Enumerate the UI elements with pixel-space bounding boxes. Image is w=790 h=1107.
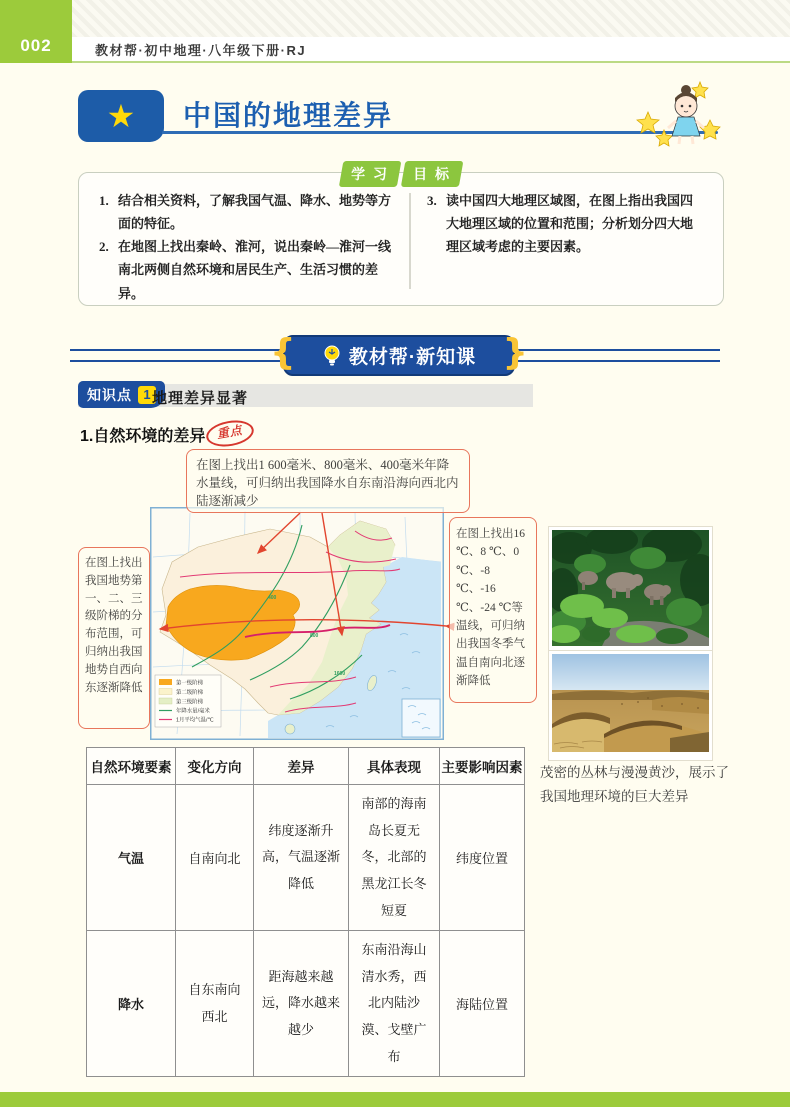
callout-terrain: 在图上找出我国地势第一、二、三级阶梯的分布范围，可归纳出我国地势自西向东逐渐降低 [78, 547, 150, 729]
map-legend [155, 675, 221, 727]
col-header-direction: 变化方向 [176, 748, 254, 785]
china-map [150, 507, 444, 740]
svg-text:400: 400 [268, 595, 277, 601]
svg-text:800: 800 [310, 633, 319, 639]
header-underline [72, 61, 790, 63]
knowledge-point-badge: 知识点 1 [78, 381, 165, 408]
svg-text:1月平均气温/℃: 1月平均气温/℃ [176, 717, 214, 724]
knowledge-point-title: 地理差异显著 [152, 390, 249, 407]
objectives-badge [341, 161, 461, 187]
svg-text:第一级阶梯: 第一级阶梯 [176, 680, 203, 687]
col-header-element: 自然环境要素 [87, 748, 176, 785]
table-row-temperature: 气温 自南向北 纬度逐渐升高，气温逐渐降低 南部的海南岛长夏无冬，北部的黑龙江长冬短夏 纬度位置 [87, 785, 525, 931]
nature-difference-table [86, 747, 525, 1077]
svg-text:年降水量/毫米: 年降水量/毫米 [176, 708, 210, 715]
col-header-difference: 差异 [254, 748, 349, 785]
svg-text:第二级阶梯: 第二级阶梯 [176, 690, 203, 696]
brace-left-icon: { [270, 332, 296, 373]
footer-bar [0, 1092, 790, 1107]
lightbulb-icon [322, 344, 342, 368]
subsection-title: 1.自然环境的差异 [80, 428, 206, 445]
table-row-precipitation: 降水 自东南向西北 距海越来越远，降水越来越少 东南沿海山清水秀，西北内陆沙漠、戈壁广布 海陆位置 [87, 931, 525, 1077]
table-header-row [87, 748, 525, 785]
star-icon: ★ [106, 98, 136, 134]
brace-right-icon: } [502, 332, 528, 373]
col-header-factor: 主要影响因素 [440, 748, 525, 785]
jungle-photo [548, 526, 713, 655]
objectives-badge-right: 目 标 [401, 161, 463, 187]
col-header-manifestation: 具体表现 [349, 748, 440, 785]
photo-caption: 茂密的丛林与漫漫黄沙，展示了我国地理环境的巨大差异 [540, 765, 729, 805]
chapter-title: 中国的地理差异 [183, 100, 394, 131]
svg-text:第三级阶梯: 第三级阶梯 [176, 699, 203, 706]
callout-precipitation: 在图上找出1 600毫米、800毫米、400毫米年降水量线，可归纳出我国降水自东南沿海向西北内陆逐渐减少 [186, 449, 470, 513]
chapter-star-badge [78, 90, 164, 142]
objectives-divider [409, 193, 411, 289]
callout-temperature: 在图上找出16 ℃、8 ℃、0 ℃、-8 ℃、-16 ℃、-24 ℃等温线，可归纳出我国冬季气温自南向北逐渐降低 [449, 517, 537, 703]
objective-item-2: 2. 在地图上找出秦岭、淮河，说出秦岭—淮河一线南北两侧自然环境和居民生产、生活习惯的差异。 [99, 239, 392, 301]
knowledge-point-number: 1 [138, 386, 156, 404]
header-stripes [72, 0, 790, 37]
objective-item-3: 3. 读中国四大地理区域图，在图上指出我国四大地理区域的位置和范围；分析划分四大地理区域考虑的主要因素。 [427, 193, 694, 255]
objective-item-1: 1. 结合相关资料，了解我国气温、降水、地势等方面的特征。 [99, 193, 392, 232]
desert-photo [548, 650, 713, 761]
book-header: 教材帮·初中地理·八年级下册·RJ [95, 43, 307, 58]
objectives-badge-left: 学 习 [339, 161, 401, 187]
banner-label: 教材帮·新知课 [348, 347, 477, 368]
mascot-girl-illustration [634, 78, 726, 150]
key-point-stamp: 重点 [204, 417, 256, 450]
learning-objectives-box [78, 166, 724, 306]
south-sea-inset [402, 699, 440, 737]
page-number: 002 [20, 36, 52, 55]
hainan-island [285, 724, 295, 734]
svg-text:1600: 1600 [334, 671, 346, 677]
section-banner [270, 332, 528, 376]
